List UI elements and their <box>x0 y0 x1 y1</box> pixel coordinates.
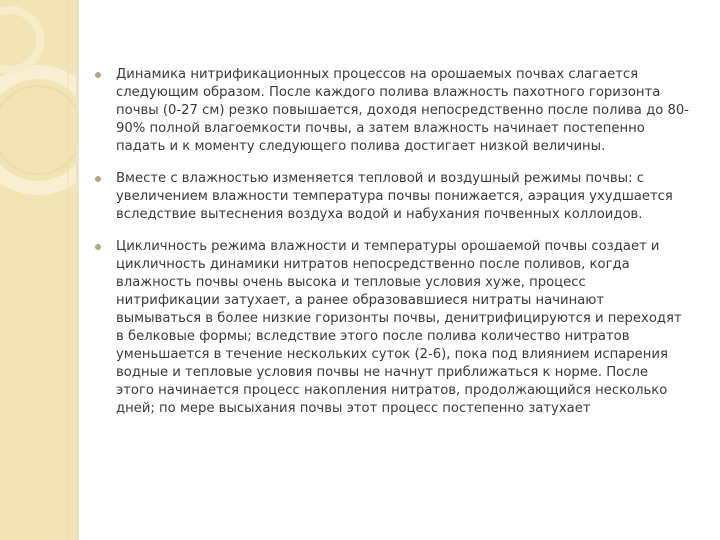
list-item-text: Цикличность режима влажности и температуры орошаемой почвы создает и цикличность динамики нитратов непосредственно после поливов, когда влажность почвы очень высока и тепловые условия хуже, процесс нитрификации затухает, а ранее образовавшиеся нитраты начинают вымываться в более низкие горизонты почвы, денитрифицируются и переходят в белковые формы; вследствие этого после полива количество нитратов уменьшается в течение нескольких суток (2-6), пока под влиянием испарения водные и тепловые условия почвы не начнут приближаться к норме. После этого начинается процесс накопления нитратов, продолжающийся несколько дней; по мере высыхания почвы этот процесс постепенно затухает <box>116 239 682 416</box>
list-item <box>95 66 690 156</box>
decorative-circles-graphic <box>0 0 76 540</box>
bullet-icon <box>95 244 101 250</box>
list-item <box>95 170 690 224</box>
list-item-text: Вместе с влажностью изменяется тепловой и воздушный режимы почвы: с увеличением влажности температура почвы понижается, аэрация ухудшается вследствие вытеснения воздуха водой и набухания почвенных коллоидов. <box>116 171 673 222</box>
decorative-side-band <box>0 0 76 540</box>
list-item-text: Динамика нитрификационных процессов на орошаемых почвах слагается следующим образом. После каждого полива влажность пахотного горизонта почвы (0-27 см) резко повышается, доходя непосредственно после полива до 80-90% полной влагоемкости почвы, а затем влажность начинает постепенно падать и к моменту следующего полива достигает низкой величины. <box>116 67 689 154</box>
bullet-icon <box>95 72 101 78</box>
side-band-divider <box>76 0 79 540</box>
list-item <box>95 238 690 418</box>
bullet-list <box>95 66 690 432</box>
bullet-icon <box>95 176 101 182</box>
